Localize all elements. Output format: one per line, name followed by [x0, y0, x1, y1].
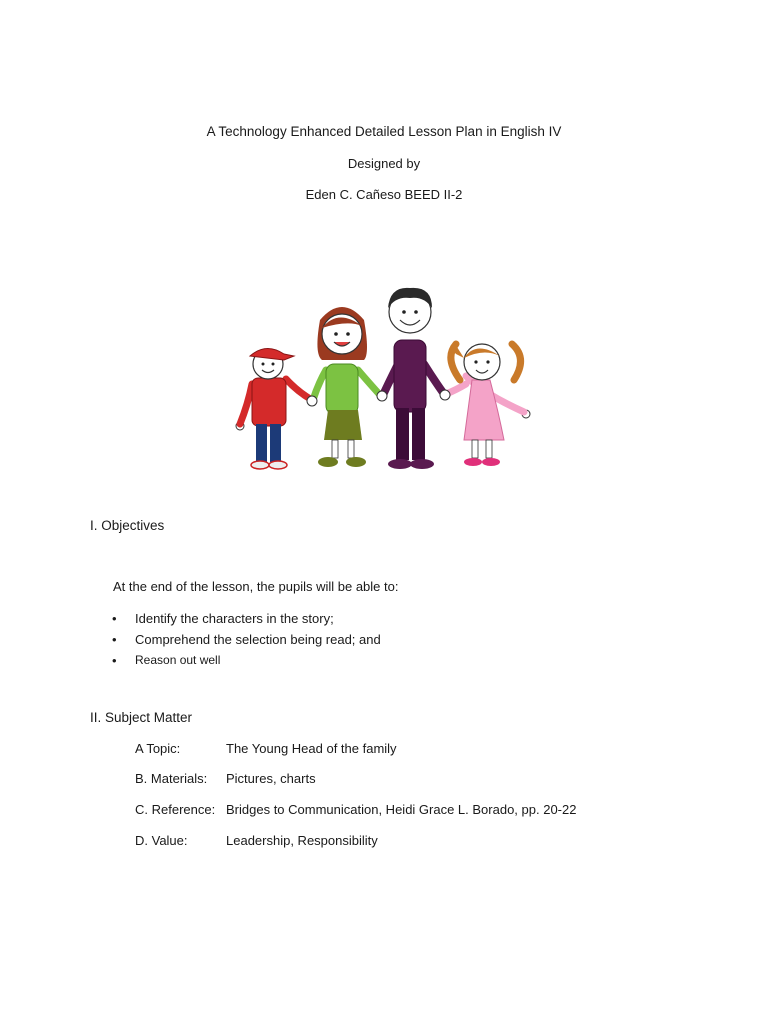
objectives-list [112, 610, 381, 673]
row-value: Pictures, charts [226, 771, 316, 786]
designed-by-label: Designed by [347, 156, 421, 171]
family-illustration [228, 284, 540, 480]
list-item: • Comprehend the selection being read; and [112, 631, 381, 652]
row-label: A Topic: [135, 741, 181, 756]
row-value: Bridges to Communication, Heidi Grace L. Borado, pp. 20-22 [226, 802, 577, 817]
row-label: B. Materials: [135, 771, 208, 786]
row-label: D. Value: [135, 833, 188, 848]
author-name: Eden C. Cañeso BEED II-2 [305, 187, 463, 202]
subject-matter-heading: II. Subject Matter [90, 710, 193, 725]
row-value: The Young Head of the family [226, 741, 397, 756]
mom-figure [317, 307, 367, 467]
boy-figure [240, 348, 294, 469]
dad-figure [388, 288, 434, 469]
objectives-heading: I. Objectives [90, 518, 165, 533]
row-value: Leadership, Responsibility [226, 833, 378, 848]
document-title: A Technology Enhanced Detailed Lesson Plan in English IV [206, 124, 562, 139]
list-item: • Identify the characters in the story; [112, 610, 381, 631]
list-item: • Reason out well [112, 652, 381, 673]
girl-figure [451, 342, 524, 466]
row-label: C. Reference: [135, 802, 216, 817]
objectives-intro: At the end of the lesson, the pupils will be able to: [113, 579, 399, 594]
